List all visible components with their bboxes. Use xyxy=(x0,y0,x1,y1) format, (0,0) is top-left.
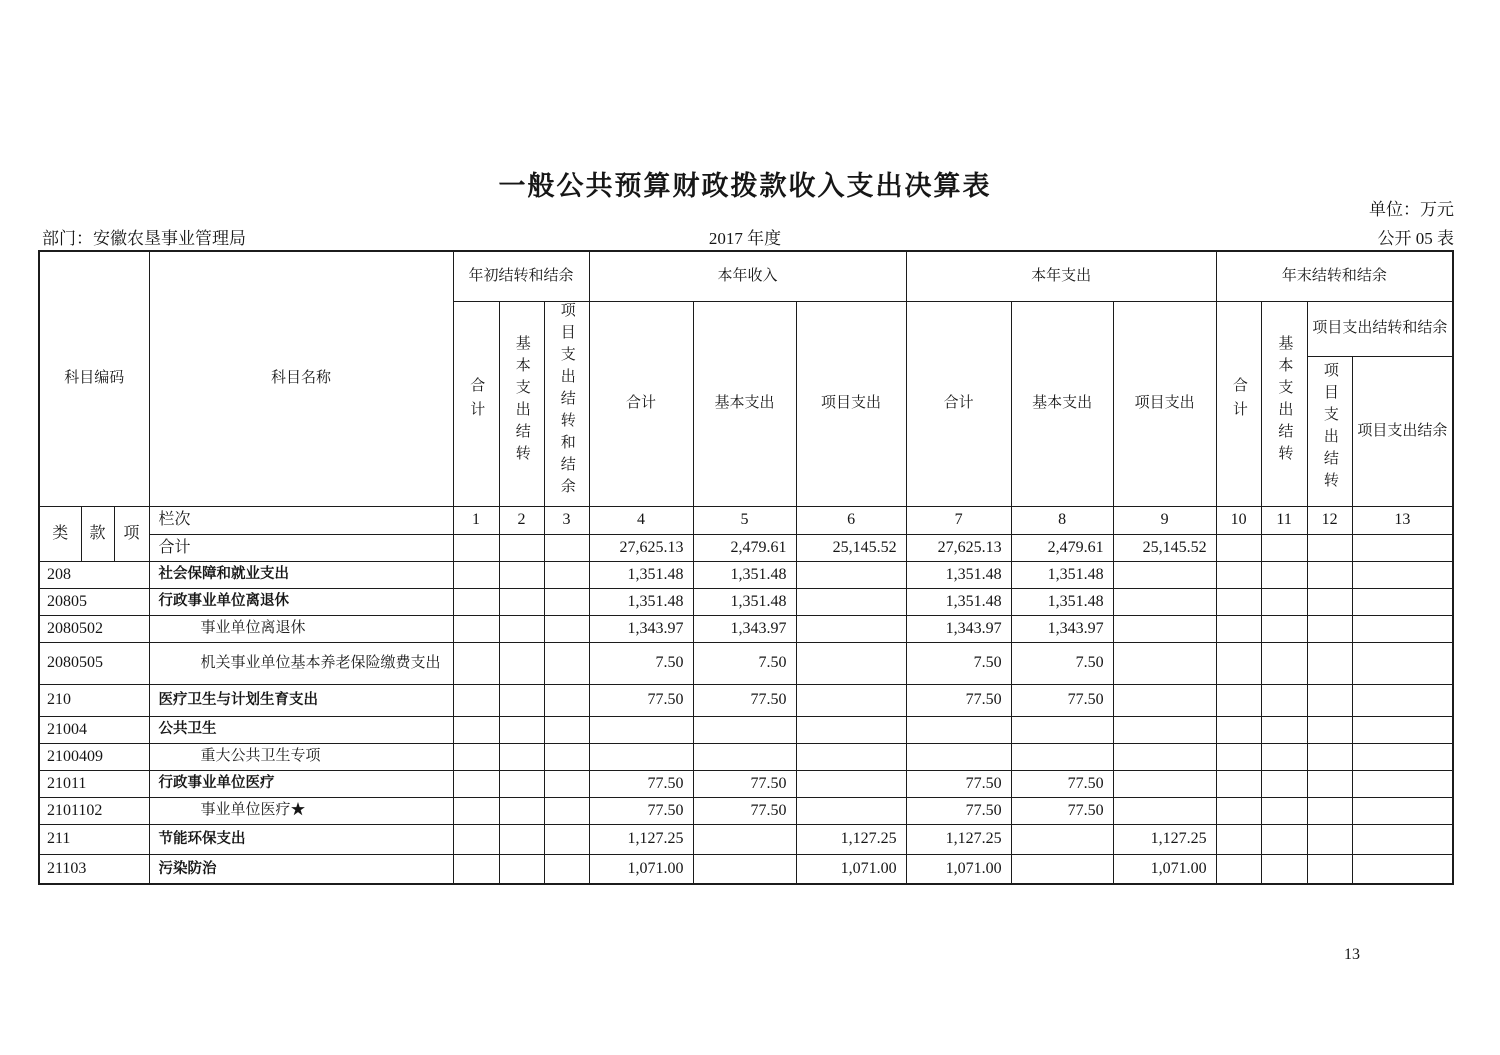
value-cell xyxy=(1261,642,1307,684)
value-cell xyxy=(1011,743,1113,770)
header-income-basic: 基本支出 xyxy=(693,301,796,506)
value-cell: 1,351.48 xyxy=(906,561,1011,588)
department-label: 部门：安徽农垦事业管理局 xyxy=(42,229,246,248)
subject-name-cell: 节能环保支出 xyxy=(149,824,453,854)
value-cell xyxy=(499,588,544,615)
value-cell xyxy=(453,716,499,743)
header-income-project: 项目支出 xyxy=(796,301,906,506)
subject-name-cell: 机关事业单位基本养老保险缴费支出 xyxy=(149,642,453,684)
value-cell xyxy=(544,642,589,684)
value-cell: 77.50 xyxy=(589,770,693,797)
value-cell xyxy=(693,743,796,770)
subject-name-cell: 医疗卫生与计划生育支出 xyxy=(149,684,453,716)
value-cell xyxy=(796,797,906,824)
total-value-cell xyxy=(1307,534,1352,561)
column-number-cell: 9 xyxy=(1113,506,1216,534)
value-cell xyxy=(453,684,499,716)
header-begin-total-label: 合计 xyxy=(468,376,485,425)
total-value-cell xyxy=(1261,534,1307,561)
value-cell xyxy=(544,743,589,770)
value-cell: 1,351.48 xyxy=(1011,588,1113,615)
budget-table xyxy=(38,250,1454,885)
subject-code-cell: 2101102 xyxy=(39,797,149,824)
value-cell: 77.50 xyxy=(693,684,796,716)
value-cell: 1,071.00 xyxy=(1113,854,1216,884)
subject-code-cell: 21103 xyxy=(39,854,149,884)
subject-code-cell: 2100409 xyxy=(39,743,149,770)
total-value-cell: 25,145.52 xyxy=(796,534,906,561)
value-cell xyxy=(693,716,796,743)
table-row xyxy=(39,684,1453,716)
value-cell xyxy=(1011,716,1113,743)
header-end-group: 年末结转和结余 xyxy=(1216,251,1453,301)
value-cell: 77.50 xyxy=(693,797,796,824)
subject-code-cell: 2080502 xyxy=(39,615,149,642)
column-number-cell: 8 xyxy=(1011,506,1113,534)
subject-name-cell: 事业单位离退休 xyxy=(149,615,453,642)
value-cell: 1,343.97 xyxy=(1011,615,1113,642)
total-value-cell: 2,479.61 xyxy=(1011,534,1113,561)
header-end-project-balance: 项目支出结余 xyxy=(1352,356,1453,506)
value-cell xyxy=(544,588,589,615)
value-cell xyxy=(1352,684,1453,716)
column-number-cell: 7 xyxy=(906,506,1011,534)
value-cell xyxy=(1216,854,1261,884)
lanci-label: 栏次 xyxy=(149,506,453,534)
value-cell xyxy=(1307,743,1352,770)
column-number-cell: 10 xyxy=(1216,506,1261,534)
value-cell xyxy=(544,615,589,642)
column-number-cell: 6 xyxy=(796,506,906,534)
subject-code-cell: 208 xyxy=(39,561,149,588)
year-label: 2017 年度 xyxy=(708,229,782,248)
value-cell xyxy=(1216,797,1261,824)
value-cell xyxy=(453,770,499,797)
value-cell xyxy=(453,561,499,588)
total-value-cell: 27,625.13 xyxy=(906,534,1011,561)
unit-label: 单位：万元 xyxy=(1369,200,1454,219)
column-number-cell: 2 xyxy=(499,506,544,534)
sheet-number-label: 公开 05 表 xyxy=(1377,229,1454,248)
value-cell xyxy=(499,743,544,770)
value-cell xyxy=(1261,588,1307,615)
value-cell xyxy=(796,770,906,797)
value-cell: 1,351.48 xyxy=(1011,561,1113,588)
subject-code-cell: 211 xyxy=(39,824,149,854)
subject-name-cell: 污染防治 xyxy=(149,854,453,884)
value-cell xyxy=(1113,561,1216,588)
column-number-cell: 5 xyxy=(693,506,796,534)
column-number-cell: 3 xyxy=(544,506,589,534)
value-cell: 1,071.00 xyxy=(589,854,693,884)
value-cell xyxy=(1216,615,1261,642)
value-cell xyxy=(499,561,544,588)
value-cell xyxy=(544,824,589,854)
value-cell xyxy=(1261,854,1307,884)
header-begin-basic-carry-label: 基本支出结转 xyxy=(513,334,530,467)
value-cell: 1,127.25 xyxy=(1113,824,1216,854)
value-cell xyxy=(1352,743,1453,770)
value-cell xyxy=(1216,716,1261,743)
header-begin-project-carry-label: 项目支出结转和结余 xyxy=(558,301,575,500)
total-value-cell xyxy=(1216,534,1261,561)
value-cell xyxy=(1307,642,1352,684)
value-cell xyxy=(1307,615,1352,642)
table-row xyxy=(39,770,1453,797)
value-cell: 77.50 xyxy=(1011,684,1113,716)
subject-name-cell: 行政事业单位医疗 xyxy=(149,770,453,797)
value-cell xyxy=(1261,824,1307,854)
value-cell xyxy=(453,743,499,770)
table-row xyxy=(39,561,1453,588)
value-cell xyxy=(693,854,796,884)
value-cell xyxy=(1352,824,1453,854)
value-cell: 1,343.97 xyxy=(906,615,1011,642)
value-cell xyxy=(453,642,499,684)
value-cell xyxy=(1216,684,1261,716)
value-cell xyxy=(499,615,544,642)
value-cell xyxy=(1307,797,1352,824)
column-number-cell: 12 xyxy=(1307,506,1352,534)
value-cell xyxy=(589,716,693,743)
value-cell xyxy=(1216,743,1261,770)
total-value-cell: 2,479.61 xyxy=(693,534,796,561)
table-row xyxy=(39,854,1453,884)
value-cell: 7.50 xyxy=(906,642,1011,684)
total-value-cell xyxy=(1352,534,1453,561)
table-row xyxy=(39,797,1453,824)
value-cell xyxy=(1307,824,1352,854)
value-cell: 1,351.48 xyxy=(906,588,1011,615)
value-cell xyxy=(796,615,906,642)
table-row xyxy=(39,824,1453,854)
value-cell xyxy=(544,770,589,797)
value-cell xyxy=(1307,588,1352,615)
header-begin-basic-carry xyxy=(499,301,544,506)
value-cell xyxy=(1011,824,1113,854)
header-group-row xyxy=(39,251,1453,301)
value-cell xyxy=(499,642,544,684)
value-cell xyxy=(1307,716,1352,743)
header-end-project-carry xyxy=(1307,356,1352,506)
header-code-class: 类 xyxy=(39,506,81,561)
subject-code-cell: 210 xyxy=(39,684,149,716)
value-cell xyxy=(1261,684,1307,716)
header-expense-basic: 基本支出 xyxy=(1011,301,1113,506)
value-cell xyxy=(1352,642,1453,684)
value-cell xyxy=(499,824,544,854)
table-row xyxy=(39,743,1453,770)
value-cell xyxy=(1113,642,1216,684)
value-cell: 77.50 xyxy=(1011,797,1113,824)
value-cell xyxy=(453,854,499,884)
value-cell xyxy=(1113,743,1216,770)
table-row xyxy=(39,642,1453,684)
value-cell xyxy=(1216,588,1261,615)
value-cell xyxy=(1307,770,1352,797)
total-value-cell: 25,145.52 xyxy=(1113,534,1216,561)
value-cell xyxy=(499,854,544,884)
table-row xyxy=(39,716,1453,743)
value-cell: 77.50 xyxy=(589,684,693,716)
total-row xyxy=(39,534,1453,561)
header-begin-total xyxy=(453,301,499,506)
total-value-cell xyxy=(544,534,589,561)
total-value-cell xyxy=(453,534,499,561)
value-cell xyxy=(1352,588,1453,615)
value-cell: 1,351.48 xyxy=(589,561,693,588)
value-cell: 1,071.00 xyxy=(796,854,906,884)
value-cell xyxy=(499,684,544,716)
subject-name-cell: 公共卫生 xyxy=(149,716,453,743)
header-end-basic-carry-label: 基本支出结转 xyxy=(1276,334,1293,467)
header-begin-project-carry xyxy=(544,301,589,506)
header-end-total-label: 合计 xyxy=(1230,376,1247,425)
value-cell xyxy=(796,716,906,743)
value-cell: 1,343.97 xyxy=(589,615,693,642)
value-cell xyxy=(1307,854,1352,884)
value-cell: 7.50 xyxy=(693,642,796,684)
value-cell xyxy=(1216,824,1261,854)
value-cell xyxy=(1261,716,1307,743)
value-cell: 77.50 xyxy=(906,770,1011,797)
value-cell xyxy=(1113,797,1216,824)
value-cell xyxy=(453,615,499,642)
value-cell xyxy=(1113,684,1216,716)
value-cell: 1,127.25 xyxy=(906,824,1011,854)
header-expense-group: 本年支出 xyxy=(906,251,1216,301)
value-cell xyxy=(1261,615,1307,642)
subject-code-cell: 21004 xyxy=(39,716,149,743)
header-end-total xyxy=(1216,301,1261,506)
column-number-cell: 4 xyxy=(589,506,693,534)
value-cell xyxy=(1352,770,1453,797)
page-title: 一般公共预算财政拨款收入支出决算表 xyxy=(498,171,992,201)
value-cell xyxy=(499,716,544,743)
value-cell xyxy=(1216,561,1261,588)
value-cell xyxy=(1352,854,1453,884)
header-subject-name: 科目名称 xyxy=(149,251,453,506)
table-row xyxy=(39,615,1453,642)
value-cell xyxy=(544,797,589,824)
value-cell: 1,351.48 xyxy=(693,561,796,588)
value-cell xyxy=(544,716,589,743)
value-cell xyxy=(589,743,693,770)
subject-code-cell: 21011 xyxy=(39,770,149,797)
header-income-group: 本年收入 xyxy=(589,251,906,301)
value-cell xyxy=(1011,854,1113,884)
header-expense-project: 项目支出 xyxy=(1113,301,1216,506)
page-number: 13 xyxy=(1344,946,1360,963)
header-code-section: 款 xyxy=(81,506,114,561)
subject-name-cell: 重大公共卫生专项 xyxy=(149,743,453,770)
value-cell: 1,351.48 xyxy=(589,588,693,615)
value-cell: 7.50 xyxy=(589,642,693,684)
value-cell xyxy=(499,770,544,797)
value-cell xyxy=(499,797,544,824)
value-cell xyxy=(1261,797,1307,824)
value-cell xyxy=(1261,770,1307,797)
value-cell: 1,351.48 xyxy=(693,588,796,615)
value-cell xyxy=(544,684,589,716)
total-row-label: 合计 xyxy=(149,534,453,561)
value-cell xyxy=(1307,684,1352,716)
header-subject-code: 科目编码 xyxy=(39,251,149,506)
value-cell: 77.50 xyxy=(589,797,693,824)
value-cell xyxy=(544,854,589,884)
value-cell xyxy=(1113,716,1216,743)
value-cell xyxy=(796,561,906,588)
value-cell xyxy=(796,743,906,770)
value-cell xyxy=(453,588,499,615)
value-cell xyxy=(1307,561,1352,588)
column-number-cell: 13 xyxy=(1352,506,1453,534)
value-cell: 1,127.25 xyxy=(796,824,906,854)
value-cell xyxy=(1261,743,1307,770)
total-value-cell xyxy=(499,534,544,561)
header-begin-group: 年初结转和结余 xyxy=(453,251,589,301)
value-cell xyxy=(1261,561,1307,588)
value-cell xyxy=(693,824,796,854)
header-expense-total: 合计 xyxy=(906,301,1011,506)
header-end-project-group: 项目支出结转和结余 xyxy=(1307,301,1453,356)
value-cell: 1,343.97 xyxy=(693,615,796,642)
value-cell xyxy=(906,716,1011,743)
header-end-basic-carry xyxy=(1261,301,1307,506)
value-cell: 77.50 xyxy=(1011,770,1113,797)
subject-name-cell: 社会保障和就业支出 xyxy=(149,561,453,588)
value-cell xyxy=(1113,770,1216,797)
value-cell xyxy=(906,743,1011,770)
value-cell xyxy=(1113,588,1216,615)
value-cell xyxy=(1216,770,1261,797)
total-value-cell: 27,625.13 xyxy=(589,534,693,561)
value-cell xyxy=(796,642,906,684)
value-cell: 7.50 xyxy=(1011,642,1113,684)
column-number-row xyxy=(39,506,1453,534)
subject-code-cell: 20805 xyxy=(39,588,149,615)
value-cell xyxy=(544,561,589,588)
subject-name-cell: 事业单位医疗★ xyxy=(149,797,453,824)
value-cell xyxy=(1216,642,1261,684)
table-row xyxy=(39,588,1453,615)
column-number-cell: 1 xyxy=(453,506,499,534)
value-cell: 1,127.25 xyxy=(589,824,693,854)
value-cell xyxy=(1352,615,1453,642)
value-cell: 77.50 xyxy=(906,797,1011,824)
header-end-project-carry-label: 项目支出结转 xyxy=(1321,362,1338,495)
value-cell xyxy=(453,797,499,824)
value-cell xyxy=(796,684,906,716)
subject-code-cell: 2080505 xyxy=(39,642,149,684)
header-code-item: 项 xyxy=(114,506,149,561)
value-cell xyxy=(1352,797,1453,824)
value-cell xyxy=(796,588,906,615)
value-cell: 77.50 xyxy=(693,770,796,797)
header-income-total: 合计 xyxy=(589,301,693,506)
value-cell xyxy=(1352,716,1453,743)
column-number-cell: 11 xyxy=(1261,506,1307,534)
value-cell xyxy=(1113,615,1216,642)
value-cell: 77.50 xyxy=(906,684,1011,716)
value-cell xyxy=(1352,561,1453,588)
value-cell xyxy=(453,824,499,854)
subject-name-cell: 行政事业单位离退休 xyxy=(149,588,453,615)
value-cell: 1,071.00 xyxy=(906,854,1011,884)
